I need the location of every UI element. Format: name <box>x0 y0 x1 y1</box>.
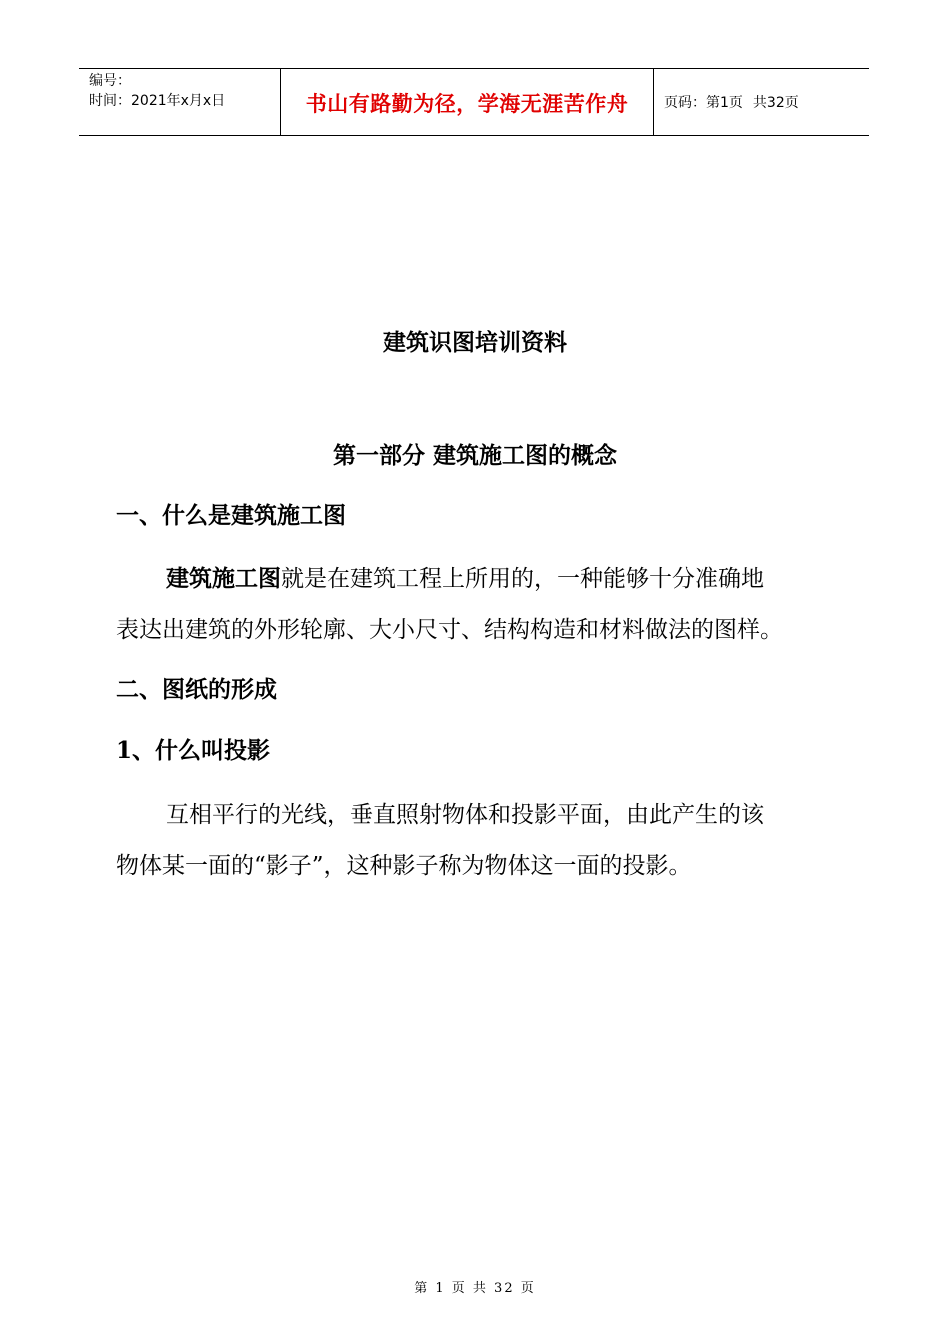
header-table <box>79 68 869 136</box>
subsection-heading-1: 1、什么叫投影 <box>116 737 271 764</box>
header-date-label: 时间：2021年x月x日 <box>89 93 226 109</box>
paragraph-line: 表达出建筑的外形轮廓、大小尺寸、结构构造和材料做法的图样。 <box>116 617 783 643</box>
document-title: 建筑识图培训资料 <box>383 329 567 356</box>
header-meta-cell <box>79 69 281 135</box>
header-page-current: 页码：第1页 <box>664 95 743 111</box>
paragraph-line <box>116 554 856 605</box>
section-heading-2: 二、图纸的形成 <box>116 676 277 703</box>
paragraph-text: 就是在建筑工程上所用的，一种能够十分准确地 <box>281 566 764 592</box>
subsection-1-paragraph <box>116 790 856 892</box>
paragraph-line: 互相平行的光线，垂直照射物体和投影平面，由此产生的该 <box>166 802 764 828</box>
header-number-label: 编号： <box>89 73 131 89</box>
header-motto-cell <box>281 69 654 135</box>
part-title: 第一部分 建筑施工图的概念 <box>332 442 617 469</box>
page-footer: 第 1 页 共 32 页 <box>414 1281 536 1296</box>
section-1-paragraph <box>116 554 856 656</box>
header-page-total: 共32页 <box>752 95 799 111</box>
header-page-cell <box>654 69 869 135</box>
section-heading-1: 一、什么是建筑施工图 <box>116 502 346 529</box>
paragraph-line: 物体某一面的“影子”，这种影子称为物体这一面的投影。 <box>116 853 692 879</box>
header-motto: 书山有路勤为径，学海无涯苦作舟 <box>305 92 629 116</box>
defined-term: 建筑施工图 <box>166 566 281 592</box>
